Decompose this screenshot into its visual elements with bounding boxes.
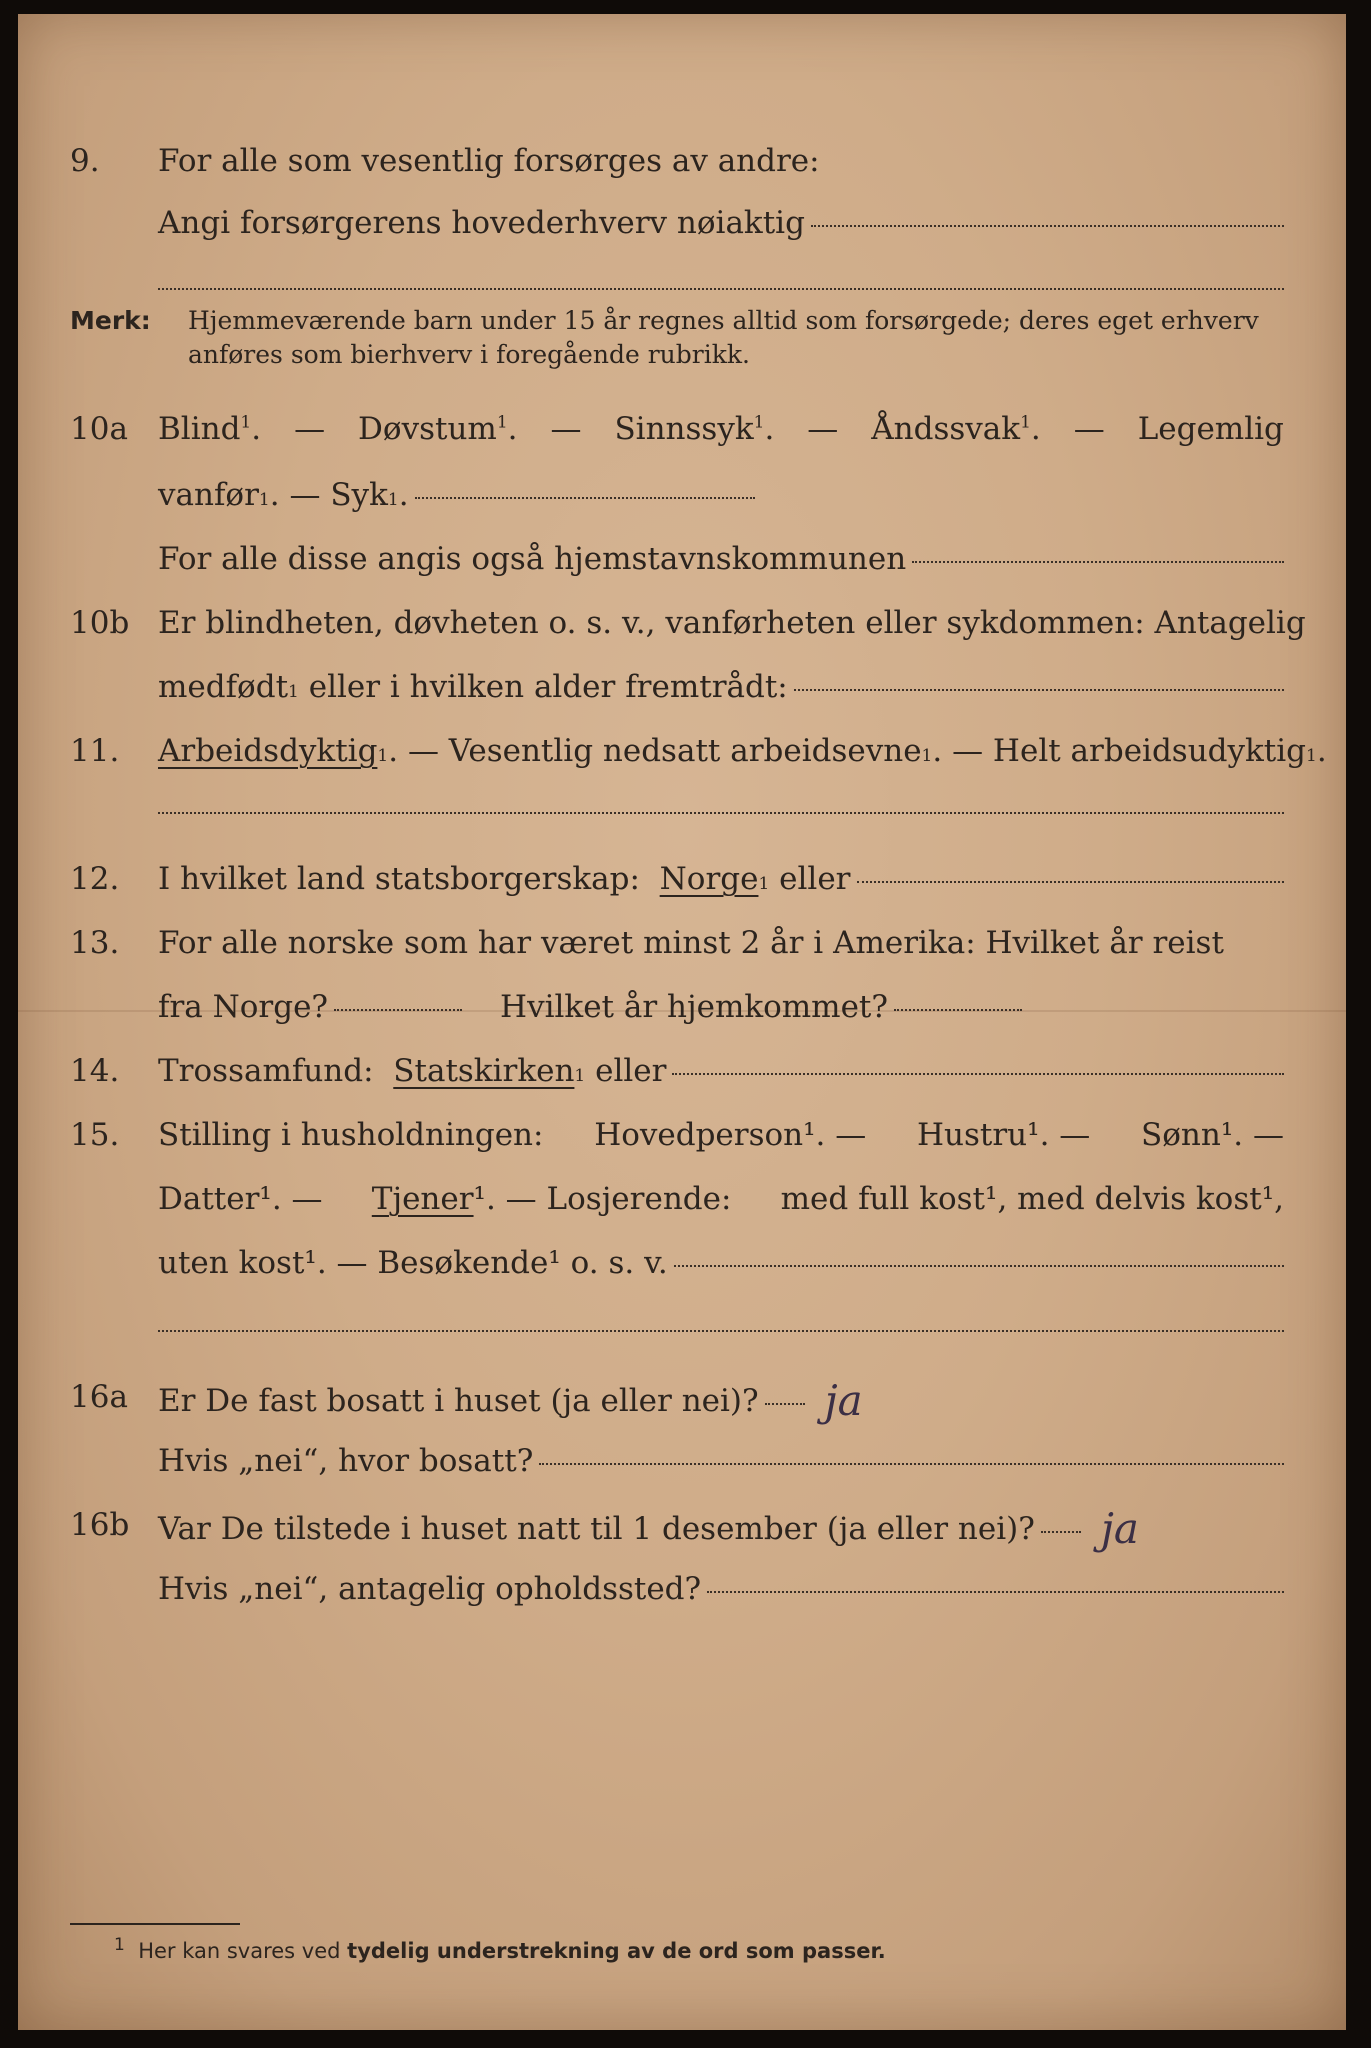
q15-answer-rule[interactable]: [158, 1330, 1284, 1332]
q16a-bosatt-field[interactable]: [539, 1463, 1284, 1465]
q10a-andssvak: Åndssvak: [871, 411, 1021, 447]
q9-question: Angi forsørgerens hovederhverv nøiaktig: [158, 205, 805, 241]
q10a-vanfor: vanfør: [158, 477, 259, 513]
q10a-number: 10a: [70, 411, 128, 447]
q14-number: 14.: [70, 1053, 120, 1089]
merk-label: Merk:: [70, 306, 151, 335]
merk-note: [70, 304, 1284, 384]
q10a-syk: — Syk: [289, 477, 388, 513]
q10b-text: Er blindheten, døvheten o. s. v., vanførheten eller sykdommen: Antagelig: [158, 605, 1306, 641]
q11-arbeidsdyktig-underlined: Arbeidsdyktig: [158, 733, 378, 769]
q16a-number: 16a: [70, 1379, 128, 1415]
q9-text: For alle som vesentlig forsørges av andre:: [158, 143, 820, 179]
q16a-line2: Hvis „nei“, hvor bosatt?: [18, 1436, 1346, 1486]
q10a-syk-field[interactable]: [415, 497, 755, 499]
q10a-line2: vanfør 1 . — Syk 1 .: [18, 470, 1346, 520]
q13-reist-field[interactable]: [334, 1009, 462, 1011]
footnote-rule: [70, 1923, 240, 1925]
q14-statskirken-underlined: Statskirken: [393, 1053, 575, 1089]
q16b-line2: Hvis „nei“, antagelig opholdssted?: [18, 1564, 1346, 1614]
q10b-field[interactable]: [794, 689, 1284, 691]
q12-number: 12.: [70, 861, 120, 897]
footnote: $^1$ Her kan svares ved tydelig understrekning av de ord som passer.: [114, 1935, 886, 1963]
q12-norge-underlined: Norge: [659, 861, 759, 897]
q15-number: 15.: [70, 1117, 120, 1153]
q15-line2: Datter¹. — Tjener¹. — Losjerende: med full kost¹, med delvis kost¹,: [158, 1181, 1284, 1217]
q14-field[interactable]: [672, 1073, 1284, 1075]
q15-tjener-underlined: Tjener: [371, 1181, 474, 1217]
q13-hjemkommet-field[interactable]: [894, 1009, 1022, 1011]
q16b-handwritten-answer[interactable]: ja: [1100, 1504, 1139, 1553]
q13-number: 13.: [70, 925, 120, 961]
q12-field[interactable]: [857, 881, 1285, 883]
q15-line3: uten kost¹. — Besøkende¹ o. s. v.: [18, 1238, 1346, 1288]
q15-line1: 15. Stilling i husholdningen: Hovedperson¹. — Hustru¹. — Sønn¹. —: [18, 1110, 1346, 1160]
q11-number: 11.: [70, 733, 120, 769]
census-form-page: [18, 14, 1346, 2030]
q9-number: 9.: [70, 143, 100, 179]
q16a-line1: 16a Er De fast bosatt i huset (ja eller nei)? ja: [18, 1372, 1346, 1422]
q13-line2: fra Norge? Hvilket år hjemkommet?: [18, 982, 1346, 1032]
q16b-opholdssted-field[interactable]: [707, 1591, 1284, 1593]
q10b-number: 10b: [70, 605, 130, 641]
q16a-handwritten-answer[interactable]: ja: [824, 1376, 863, 1425]
q14-line: 14. Trossamfund: Statskirken 1 eller: [18, 1046, 1346, 1096]
q16b-number: 16b: [70, 1507, 130, 1543]
q11-answer-rule[interactable]: [158, 812, 1284, 814]
q15-field[interactable]: [674, 1265, 1284, 1267]
q10b-line2: medfødt 1 eller i hvilken alder fremtrådt:: [18, 662, 1346, 712]
q10b-medfodt: medfødt: [158, 669, 289, 705]
q10a-line1: 10a Blind$^1$. — Døvstum$^1$. — Sinnssyk$^1$. — Åndssvak$^1$. — Legemlig: [18, 404, 1346, 454]
q10a-dovstum: Døvstum: [358, 411, 497, 447]
merk-text: Hjemmeværende barn under 15 år regnes alltid som forsørgede; deres eget erhverv anføres som bierhverv i foregående rubrikk.: [188, 306, 1259, 369]
q13-line1: 13. For alle norske som har været minst 2 år i Amerika: Hvilket år reist: [18, 918, 1346, 968]
q10a-sinnssyk: Sinnssyk: [614, 411, 754, 447]
q10a-legemlig: Legemlig: [1137, 411, 1284, 447]
q10a-line3: [18, 534, 1346, 584]
footnote-mark: 1: [114, 1935, 125, 1955]
q10a-hjemstavn-field[interactable]: [912, 561, 1284, 563]
q16b-line1: 16b Var De tilstede i huset natt til 1 desember (ja eller nei)? ja: [18, 1500, 1346, 1550]
q9-answer-rule[interactable]: [158, 288, 1284, 290]
q9-line2: [18, 198, 1346, 248]
q12-line: 12. I hvilket land statsborgerskap: Norge 1 eller: [18, 854, 1346, 904]
q9-answer-field[interactable]: [811, 225, 1284, 227]
q10b-line1: [18, 598, 1346, 648]
q9-line1: [18, 136, 1346, 186]
q10a-hjemstavn: For alle disse angis også hjemstavnskommunen: [158, 541, 907, 577]
q11-line: 11. Arbeidsdyktig 1 . — Vesentlig nedsatt arbeidsevne 1 . — Helt arbeidsudyktig 1 .: [18, 726, 1346, 776]
q10a-blind: Blind: [158, 411, 241, 447]
